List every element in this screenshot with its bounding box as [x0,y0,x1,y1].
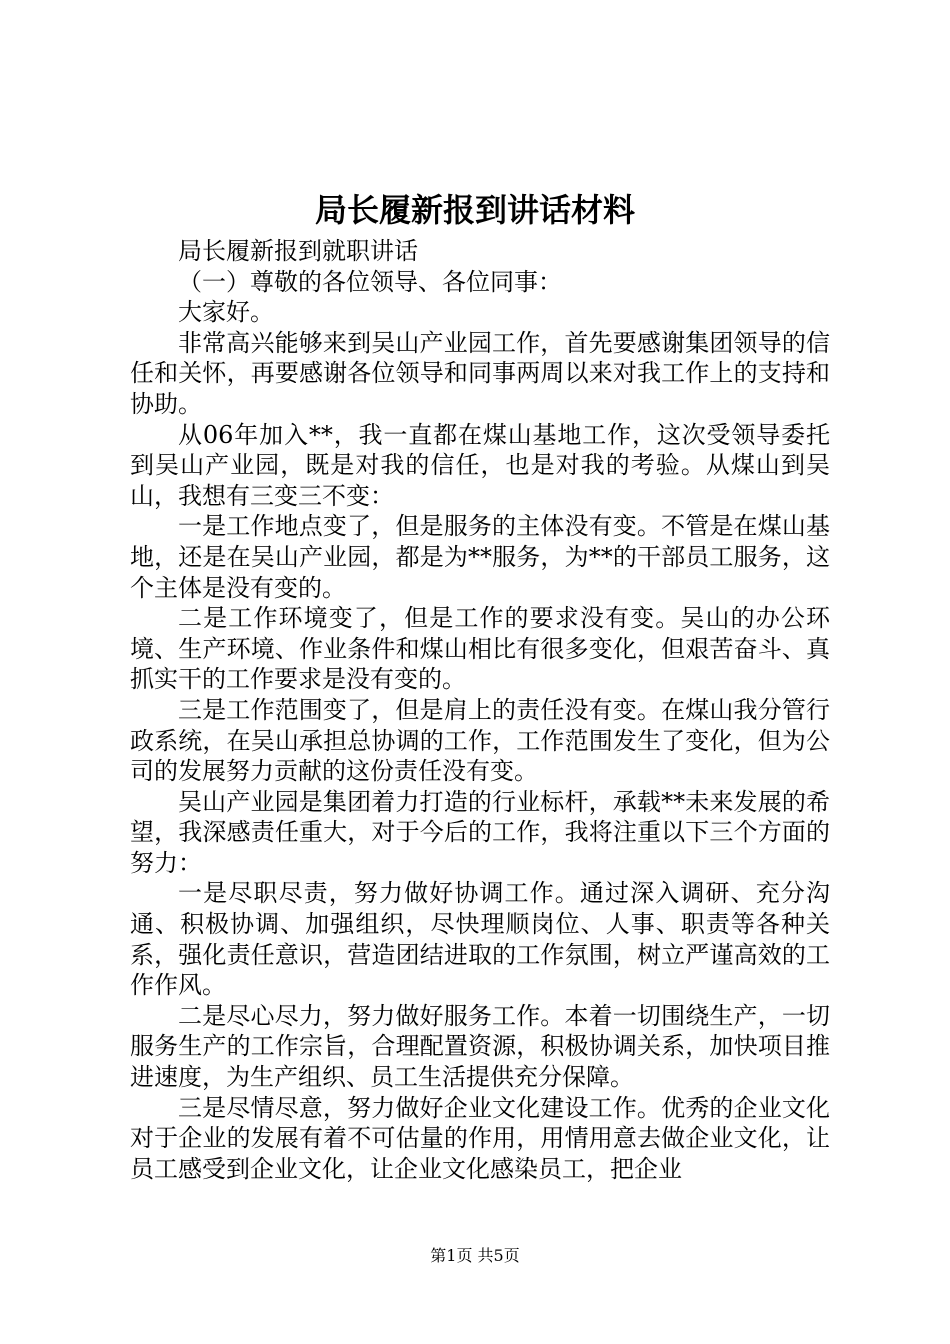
document-body [130,236,830,1184]
paragraph: 一是尽职尽责，努力做好协调工作。通过深入调研、充分沟通、积极协调、加强组织，尽快理顺岗位、人事、职责等各种关系，强化责任意识，营造团结进取的工作氛围，树立严谨高效的工作作风。 [130,879,830,1000]
paragraph: 吴山产业园是集团着力打造的行业标杆，承载**未来发展的希望，我深感责任重大，对于今后的工作，我将注重以下三个方面的努力： [130,787,830,877]
paragraph: 三是工作范围变了，但是肩上的责任没有变。在煤山我分管行政系统，在吴山承担总协调的工作，工作范围发生了变化，但为公司的发展努力贡献的这份责任没有变。 [130,695,830,786]
paragraph: 非常高兴能够来到吴山产业园工作，首先要感谢集团领导的信任和关怀，再要感谢各位领导和同事两周以来对我工作上的支持和协助。 [130,328,830,418]
paragraph: 二是工作环境变了，但是工作的要求没有变。吴山的办公环境、生产环境、作业条件和煤山相比有很多变化，但艰苦奋斗、真抓实干的工作要求是没有变的。 [130,604,830,694]
paragraph: 局长履新报到就职讲话 [178,237,418,265]
paragraph: 一是工作地点变了，但是服务的主体没有变。不管是在煤山基地，还是在吴山产业园，都是为**服务，为**的干部员工服务，这个主体是没有变的。 [130,512,830,602]
paragraph: 从06年加入**，我一直都在煤山基地工作，这次受领导委托到吴山产业园，既是对我的信任，也是对我的考验。从煤山到吴山，我想有三变三不变： [130,420,830,510]
paragraph: 大家好。 [178,298,274,327]
document-title: 局长履新报到讲话材料 [314,191,635,229]
paragraph: 二是尽心尽力，努力做好服务工作。本着一切围绕生产，一切服务生产的工作宗旨，合理配置资源，积极协调关系，加快项目推进速度，为生产组织、员工生活提供充分保障。 [130,1001,830,1092]
paragraph: 三是尽情尽意，努力做好企业文化建设工作。优秀的企业文化对于企业的发展有着不可估量的作用，用情用意去做企业文化，让员工感受到企业文化，让企业文化感染员工，把企业 [130,1093,830,1183]
paragraph: （一）尊敬的各位领导、各位同事： [178,267,562,296]
page-footer: 第1页 共5页 [430,1246,520,1265]
